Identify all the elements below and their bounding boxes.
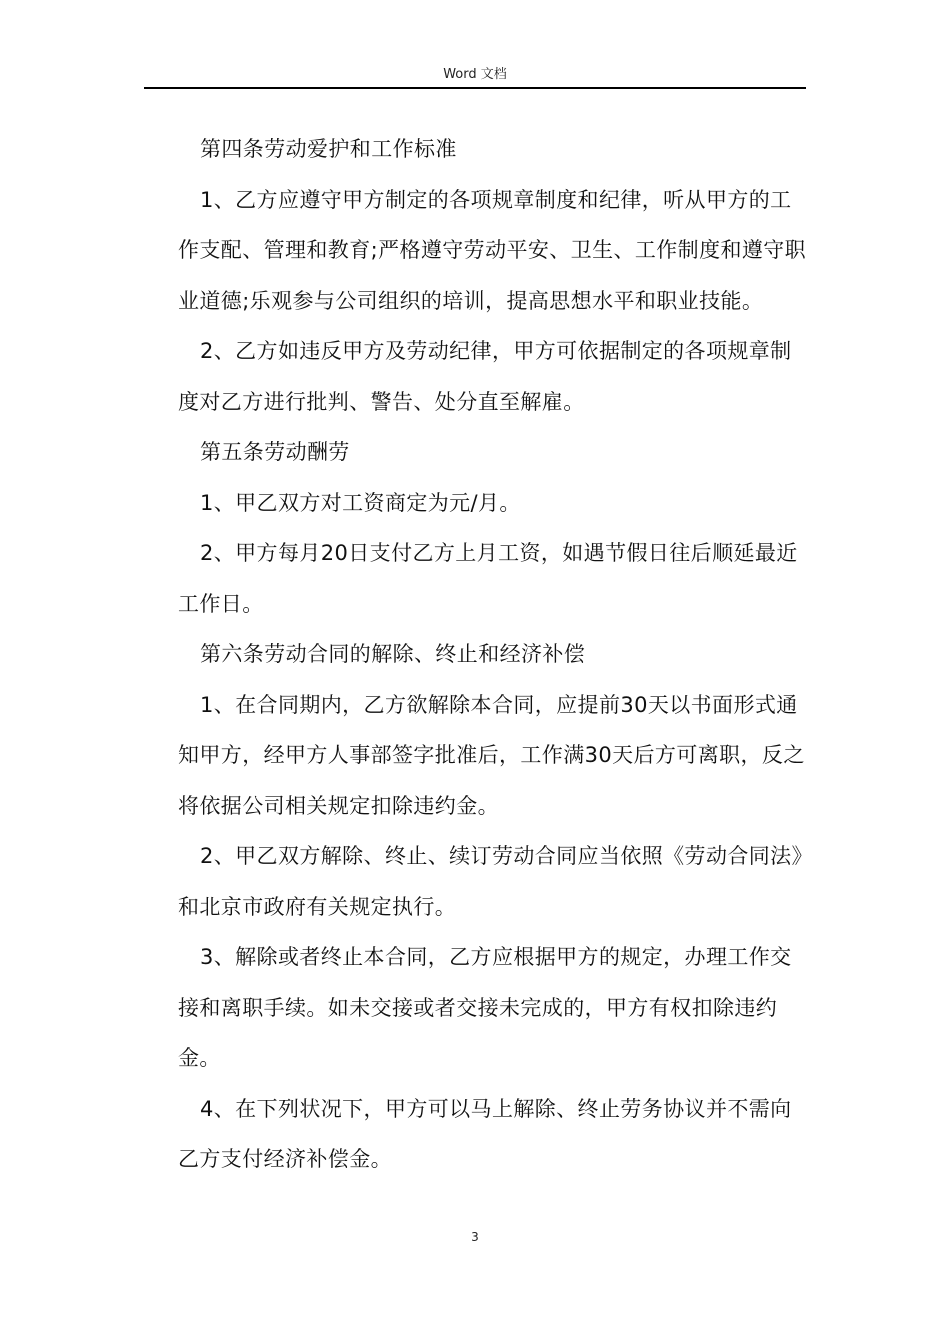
paragraph-article-6-item-3: 3、解除或者终止本合同，乙方应根据甲方的规定，办理工作交接和离职手续。如未交接或者交接未完成的，甲方有权扣除违约金。 xyxy=(178,945,792,1070)
section-heading-article-4: 第四条劳动爱护和工作标准 xyxy=(200,137,457,161)
paragraph-article-5-item-1: 1、甲乙双方对工资商定为元/月。 xyxy=(200,490,521,515)
paragraph-article-6-item-4: 4、在下列状况下，甲方可以马上解除、终止劳务协议并不需向乙方支付经济补偿金。 xyxy=(178,1096,792,1171)
document-body xyxy=(178,124,810,1185)
section-heading-article-6: 第六条劳动合同的解除、终止和经济补偿 xyxy=(200,642,586,666)
paragraph-article-4-item-2: 2、乙方如违反甲方及劳动纪律，甲方可依据制定的各项规章制度对乙方进行批判、警告、处分直至解雇。 xyxy=(178,339,792,414)
page-number: 3 xyxy=(471,1230,479,1244)
paragraph-article-6-item-1: 1、在合同期内，乙方欲解除本合同，应提前30天以书面形式通知甲方，经甲方人事部签字批准后，工作满30天后方可离职，反之将依据公司相关规定扣除违约金。 xyxy=(178,692,805,818)
section-heading-article-5: 第五条劳动酬劳 xyxy=(200,440,350,464)
paragraph-article-5-item-2: 2、甲方每月20日支付乙方上月工资，如遇节假日往后顺延最近工作日。 xyxy=(178,541,798,616)
header-divider xyxy=(144,87,806,89)
header-title: Word 文档 xyxy=(443,67,507,82)
paragraph-article-6-item-2: 2、甲乙双方解除、终止、续订劳动合同应当依照《劳动合同法》和北京市政府有关规定执行。 xyxy=(178,844,803,919)
paragraph-article-4-item-1: 1、乙方应遵守甲方制定的各项规章制度和纪律，听从甲方的工作支配、管理和教育;严格遵守劳动平安、卫生、工作制度和遵守职业道德;乐观参与公司组织的培训，提高思想水平和职业技能。 xyxy=(178,187,807,313)
